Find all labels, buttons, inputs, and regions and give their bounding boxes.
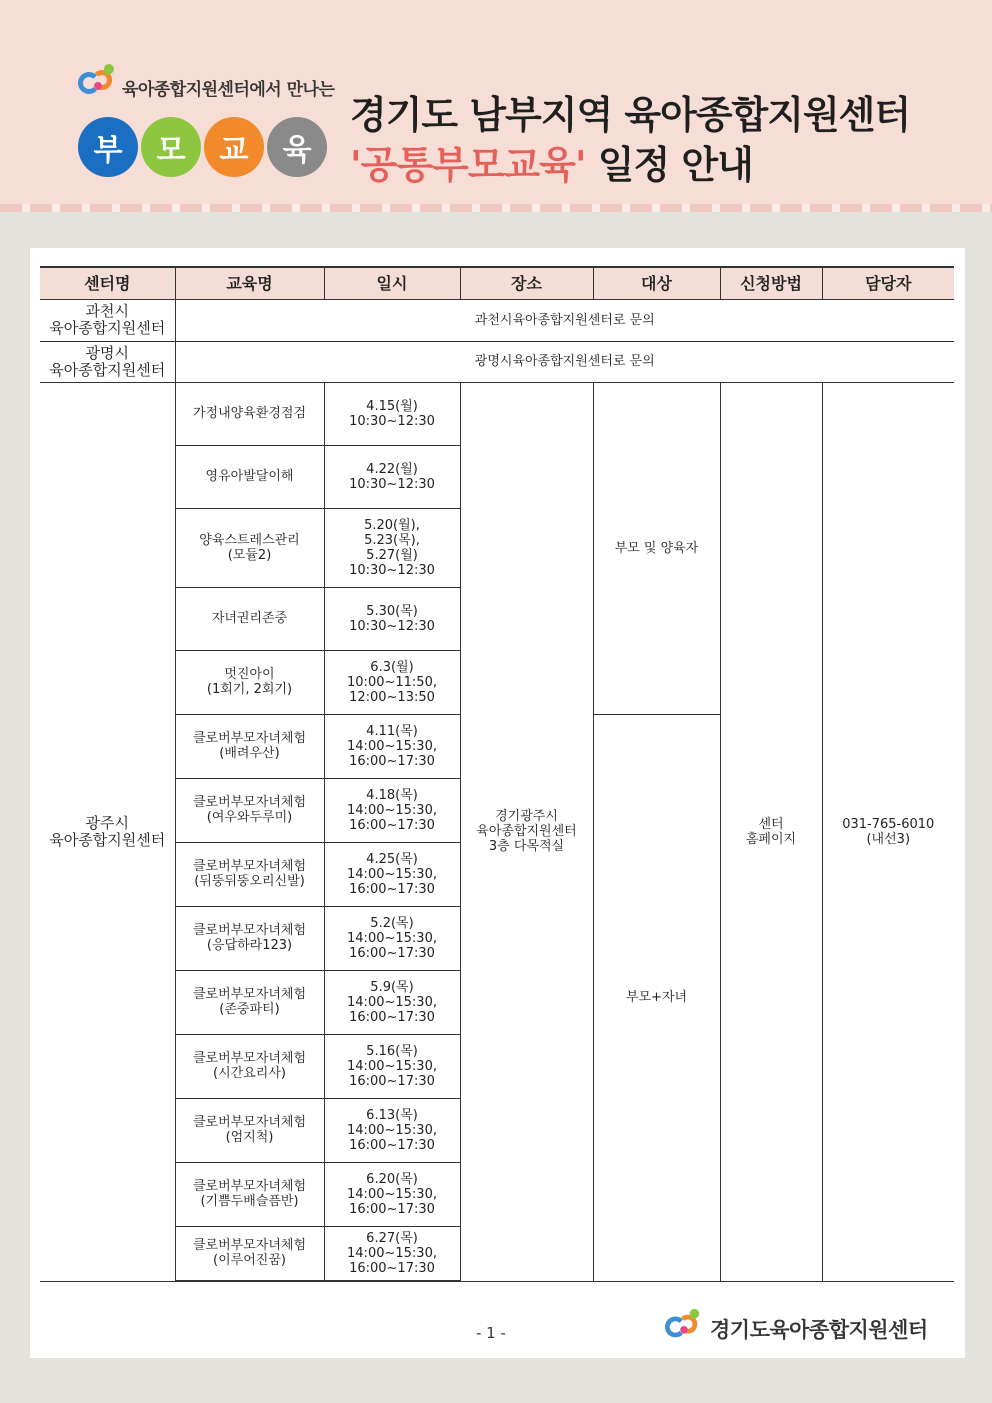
course-name: 클로버부모자녀체험 (배려우산) (175, 714, 324, 778)
circle-gyo: 교 (204, 117, 264, 177)
table-header-row (40, 267, 954, 299)
circle-bu: 부 (78, 117, 138, 177)
course-date: 5.20(월), 5.23(목), 5.27(월) 10:30~12:30 (324, 508, 460, 587)
course-date: 4.25(목) 14:00~15:30, 16:00~17:30 (324, 842, 460, 906)
target-parents: 부모 및 양육자 (593, 382, 720, 714)
subtitle-rest: 일정 안내 (585, 143, 753, 187)
header-center: 센터명 (40, 267, 175, 299)
course-name: 클로버부모자녀체험 (존중파티) (175, 970, 324, 1034)
course-date: 5.16(목) 14:00~15:30, 16:00~17:30 (324, 1034, 460, 1098)
course-name: 클로버부모자녀체험 (기쁨두배슬픔반) (175, 1162, 324, 1226)
header-datetime: 일시 (324, 267, 460, 299)
center-gwangmyeong: 광명시 육아종합지원센터 (40, 341, 175, 382)
brand-small-text: 육아종합지원센터에서 만나는 (122, 79, 335, 100)
parent-education-circles (78, 117, 327, 177)
header-apply: 신청방법 (720, 267, 822, 299)
course-name: 클로버부모자녀체험 (뒤뚱뒤뚱오리신발) (175, 842, 324, 906)
course-name: 클로버부모자녀체험 (여우와두루미) (175, 778, 324, 842)
course-date: 5.9(목) 14:00~15:30, 16:00~17:30 (324, 970, 460, 1034)
schedule-table (40, 266, 954, 1282)
center-logo-icon (78, 64, 118, 100)
course-name: 클로버부모자녀체험 (엄지척) (175, 1098, 324, 1162)
gwangju-place: 경기광주시 육아종합지원센터 3층 다목적실 (460, 382, 593, 1281)
center-logo-icon (665, 1309, 703, 1343)
table-row (40, 341, 954, 382)
table-row (40, 299, 954, 341)
contact-number: 031-765-6010 (내선3) (822, 382, 954, 1281)
course-date: 4.18(목) 14:00~15:30, 16:00~17:30 (324, 778, 460, 842)
course-date: 4.15(월) 10:30~12:30 (324, 382, 460, 445)
apply-method: 센터 홈페이지 (720, 382, 822, 1281)
course-name: 자녀권리존중 (175, 587, 324, 650)
course-date: 6.3(월) 10:00~11:50, 12:00~13:50 (324, 650, 460, 714)
course-date: 4.22(월) 10:30~12:30 (324, 445, 460, 508)
header-target: 대상 (593, 267, 720, 299)
header-contact: 담당자 (822, 267, 954, 299)
center-gwangju: 광주시 육아종합지원센터 (40, 382, 175, 1281)
page-number: - 1 - (476, 1324, 506, 1342)
target-parent-child: 부모+자녀 (593, 714, 720, 1281)
course-date: 4.11(목) 14:00~15:30, 16:00~17:30 (324, 714, 460, 778)
page-subtitle (350, 134, 753, 189)
course-name: 클로버부모자녀체험 (이루어진꿈) (175, 1226, 324, 1281)
table-row (40, 382, 954, 445)
footer-brand-text: 경기도육아종합지원센터 (710, 1318, 928, 1342)
header-course: 교육명 (175, 267, 324, 299)
course-date: 5.2(목) 14:00~15:30, 16:00~17:30 (324, 906, 460, 970)
course-date: 6.27(목) 14:00~15:30, 16:00~17:30 (324, 1226, 460, 1281)
course-name: 멋진아이 (1회기, 2회기) (175, 650, 324, 714)
circle-mo: 모 (141, 117, 201, 177)
circle-yuk: 육 (267, 117, 327, 177)
banner-scallop-edge (0, 204, 992, 212)
course-date: 5.30(목) 10:30~12:30 (324, 587, 460, 650)
gwangmyeong-note: 광명시육아종합지원센터로 문의 (175, 341, 954, 382)
center-gwacheon: 과천시 육아종합지원센터 (40, 299, 175, 341)
course-date: 6.13(목) 14:00~15:30, 16:00~17:30 (324, 1098, 460, 1162)
page-title: 경기도 남부지역 육아종합지원센터 (350, 93, 911, 137)
header-place: 장소 (460, 267, 593, 299)
course-name: 양육스트레스관리 (모듈2) (175, 508, 324, 587)
course-date: 6.20(목) 14:00~15:30, 16:00~17:30 (324, 1162, 460, 1226)
course-name: 영유아발달이해 (175, 445, 324, 508)
course-name: 클로버부모자녀체험 (시간요리사) (175, 1034, 324, 1098)
gwacheon-note: 과천시육아종합지원센터로 문의 (175, 299, 954, 341)
course-name: 가정내양육환경점검 (175, 382, 324, 445)
brand-small (78, 60, 334, 104)
subtitle-highlight: '공통부모교육' (350, 143, 586, 187)
footer-brand (664, 1308, 928, 1344)
course-name: 클로버부모자녀체험 (응답하라123) (175, 906, 324, 970)
